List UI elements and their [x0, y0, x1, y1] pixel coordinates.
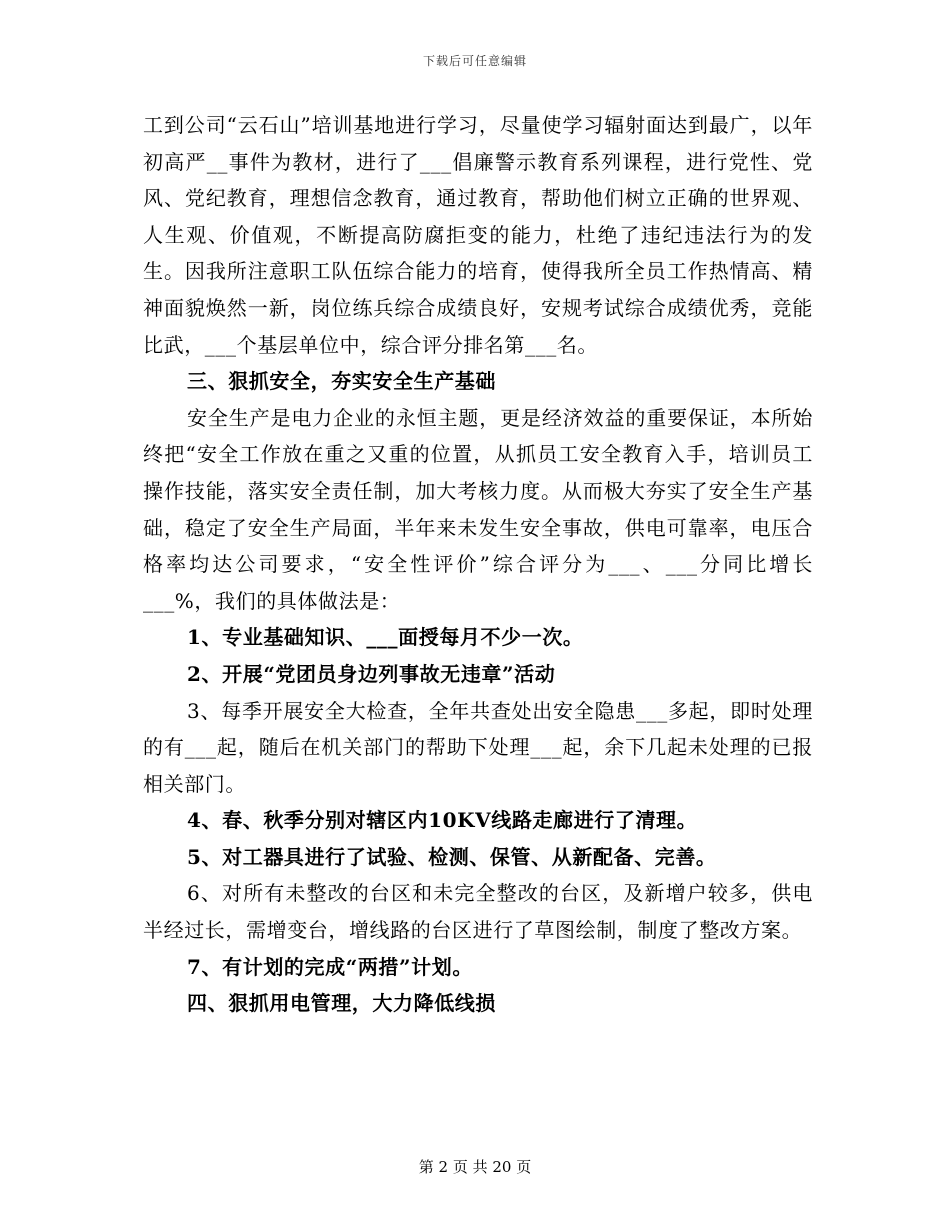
list-item-1: 1、专业基础知识、___面授每月不少一次。: [187, 625, 584, 650]
page-header: 下载后可任意编辑: [422, 54, 527, 68]
list-item-6: 6、对所有未整改的台区和未完全整改的台区，及新增户较多，供电半经过长，需增变台，增线路的台区进行了草图绘制，制度了整改方案。: [143, 881, 813, 943]
document-body: [143, 107, 813, 1022]
section-heading-power: 四、狠抓用电管理，大力降低线损: [187, 991, 496, 1016]
list-item-4: 4、春、秋季分别对辖区内10KV线路走廊进行了清理。: [187, 808, 698, 833]
list-item-2: 2、开展“党团员身边列事故无违章”活动: [187, 661, 556, 686]
list-item-5: 5、对工器具进行了试验、检测、保管、从新配备、完善。: [187, 844, 717, 869]
list-item-3: 3、每季开展安全大检查，全年共查处出安全隐患___多起，即时处理的有___起，随后在机关部门的帮助下处理___起，余下几起未处理的已报相关部门。: [143, 698, 813, 796]
section-heading-safety: 三、狠抓安全，夯实安全生产基础: [187, 369, 496, 394]
paragraph-training: 工到公司“云石山”培训基地进行学习，尽量使学习辐射面达到最广，以年初高严__事件为教材，进行了___倡廉警示教育系列课程，进行党性、党风、党纪教育，理想信念教育，通过教育，帮助他们树立正确的世界观、人生观、价值观，不断提高防腐拒变的能力，杜绝了违纪违法行为的发生。因我所注意职工队伍综合能力的培育，使得我所全员工作热情高、精神面貌焕然一新，岗位练兵综合成绩良好，安规考试综合成绩优秀，竞能比武，___个基层单位中，综合评分排名第___名。: [143, 113, 813, 357]
list-item-7: 7、有计划的完成“两措”计划。: [187, 954, 473, 979]
page-footer: 第 2 页 共 20 页: [418, 1158, 532, 1176]
paragraph-safety-intro: 安全生产是电力企业的永恒主题，更是经济效益的重要保证，本所始终把“安全工作放在重之又重的位置，从抓员工安全教育入手，培训员工操作技能，落实安全责任制，加大考核力度。从而极大夯实了安全生产基础，稳定了安全生产局面，半年来未发生安全事故，供电可靠率，电压合格率均达公司要求，“安全性评价”综合评分为___、___分同比增长___%，我们的具体做法是：: [143, 405, 813, 613]
